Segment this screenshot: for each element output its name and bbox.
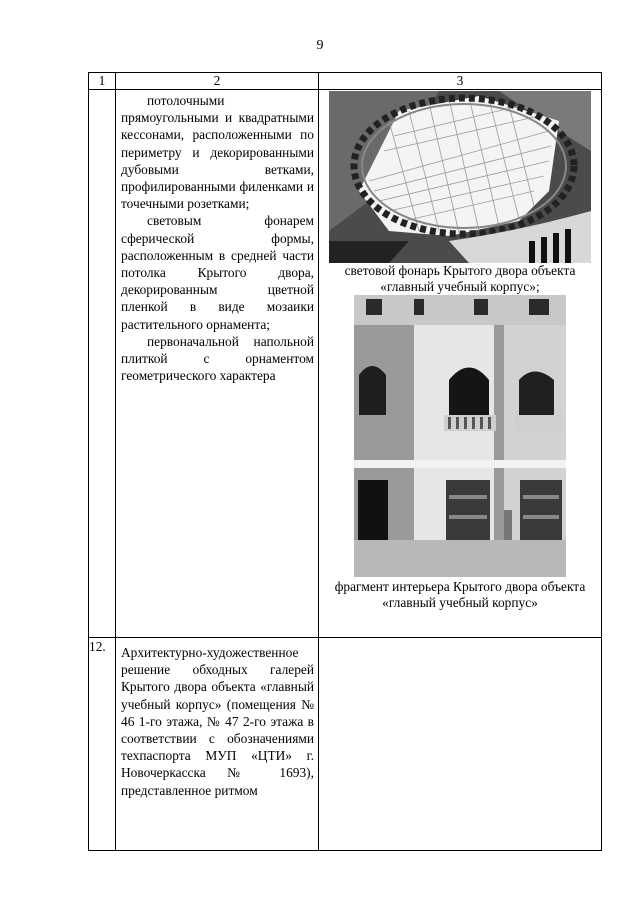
header-col-2: 2 [116, 73, 319, 90]
row-number-cell [89, 90, 116, 638]
description-paragraph: световым фонарем сферической формы, расположенным в средней части потолка Крытого двора, декорированным цветной пленкой в виде мозаики растительного орнамента; [121, 213, 314, 332]
table-row [89, 638, 602, 851]
description-cell [116, 90, 319, 638]
header-col-3: 3 [319, 73, 602, 90]
table-row [89, 90, 602, 638]
description-paragraph: первоначальной напольной плиткой с орнаментом геометрического характера [121, 333, 314, 384]
page-number: 9 [316, 38, 324, 53]
row-number-cell: 12. [89, 638, 116, 851]
description-cell [116, 638, 319, 851]
header-col-1: 1 [89, 73, 116, 90]
description-paragraph: потолочными прямоугольными и квадратными кессонами, расположенными по периметру и декорированными дубовыми ветками, профилированными филенками и точечными розетками; [121, 93, 314, 212]
photo-cell [319, 90, 602, 638]
photo-caption: фрагмент интерьера Крытого двора объекта «главный учебный корпус» [334, 579, 586, 610]
skylight-photo [329, 91, 591, 263]
photo-caption: световой фонарь Крытого двора объекта «главный учебный корпус»; [344, 263, 576, 294]
document-table [88, 72, 602, 851]
table-header-row [89, 73, 602, 90]
photo-cell [319, 638, 602, 851]
description-paragraph: Архитектурно-художественное решение обходных галерей Крытого двора объекта «главный учебный корпус» (помещения № 46 1-го этажа, № 47 2-го этажа в соответствии с обозначениями техпаспорта МУП «ЦТИ» г. Новочеркасска № 1693), представленное ритмом [121, 645, 314, 798]
interior-photo [354, 295, 566, 577]
